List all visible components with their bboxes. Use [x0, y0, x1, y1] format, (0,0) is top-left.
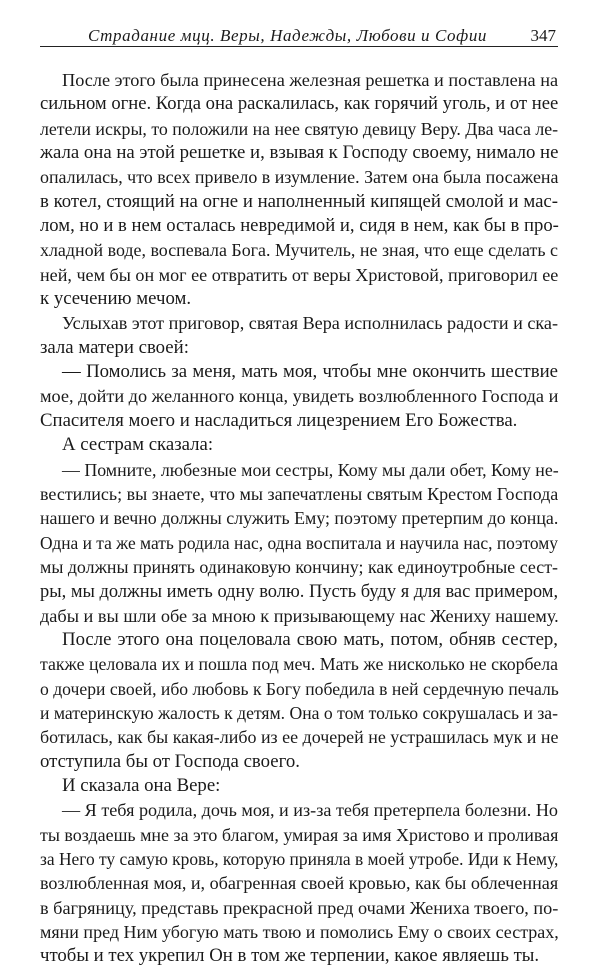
page-number: 347	[530, 26, 556, 45]
text-line: мое, дойти до желанного конца, увидеть возлюбленного Господа и	[40, 386, 559, 407]
text-line: нашего и вечно должны служить Ему; поэтому претерпим до конца.	[40, 508, 559, 529]
text-line: чтобы и тех укрепил Он в том же терпении, какое являешь ты.	[40, 945, 540, 967]
text-line: ры, мы должны иметь одну волю. Пусть буду я для вас примером,	[40, 581, 559, 602]
text-line: жала она на этой решетке и, взывая к Господу своему, нимало не	[40, 142, 559, 164]
text-line: — Помолись за меня, мать моя, чтобы мне окончить шествие	[62, 361, 558, 383]
text-line: После этого она поцеловала свою мать, потом, обняв сестер,	[62, 628, 558, 650]
text-line: мы должны принять одинаковую кончину; как единоутробные сест-	[40, 556, 558, 577]
text-line: Спасителя моего и насладиться лицезрением Его Божества.	[40, 409, 518, 431]
text-line: И сказала она Вере:	[62, 774, 221, 796]
text-line: дабы и вы шли обе за мною к призывающему нас Жениху нашему.	[40, 605, 559, 626]
text-line: за Него ту самую кровь, которую приняла в моей утробе. Иди к Нему,	[40, 849, 559, 869]
text-line: летели искры, то положили на нее святую девицу Веру. Два часа ле-	[40, 118, 559, 139]
body-text	[40, 68, 558, 969]
text-line: опалилась, что всех привело в изумление. Затем она была посажена	[40, 167, 559, 188]
running-title: Страдание мцц. Веры, Надежды, Любови и Софии	[88, 26, 488, 45]
text-line: в багряницу, представь прекрасной пред очами Жениха твоего, по-	[40, 897, 559, 918]
running-header	[40, 20, 558, 47]
text-line: отступила бы от Господа своего.	[40, 750, 300, 772]
text-line: к усечению мечом.	[40, 288, 192, 310]
text-line: ботилась, как бы какая-либо из ее дочерей не устрашилась мук и не	[40, 727, 559, 748]
text-line: лом, но и в нем осталась невредимой и, сидя в нем, как бы в про-	[40, 215, 559, 237]
text-line: Услыхав этот приговор, святая Вера исполнилась радости и ска-	[62, 313, 558, 334]
text-line: мяни пред Ним убогую мать твою и помолись Ему о своих сестрах,	[40, 922, 559, 943]
text-line: зала матери своей:	[40, 336, 189, 358]
text-line: — Я тебя родила, дочь моя, и из-за тебя претерпела болезни. Но	[62, 800, 558, 821]
text-line: После этого была принесена железная решетка и поставлена на	[62, 70, 559, 90]
text-line: о дочери своей, ибо любовь к Богу победила в ней сердечную печаль	[40, 678, 559, 699]
text-line: также целовала их и пошла под меч. Мать же нисколько не скорбела	[40, 654, 558, 675]
text-line: возлюбленная моя, и, обагренная своей кровью, как бы облеченная	[40, 873, 559, 894]
text-line: ней, чем бы он мог ее отвратить от веры Христовой, приговорил ее	[40, 264, 559, 285]
text-line: хладной воде, воспевала Бога. Мучитель, не зная, что еще сделать с	[40, 240, 558, 261]
text-line: сильном огне. Когда она раскалилась, как горячий уголь, и от нее	[40, 93, 559, 115]
text-line: и материнскую жалость к детям. Она о том только сокрушалась и за-	[40, 702, 558, 723]
text-line: — Помните, любезные мои сестры, Кому мы дали обет, Кому не-	[62, 459, 559, 480]
text-line: А сестрам сказала:	[62, 434, 214, 456]
text-line: Одна и та же мать родила нас, одна воспитала и научила нас, поэтому	[40, 532, 558, 553]
text-line: в котел, стоящий на огне и наполненный кипящей смолой и мас-	[40, 190, 558, 212]
text-line: вестились; вы знаете, что мы запечатлены святым Крестом Господа	[40, 483, 559, 504]
text-line: ты воздаешь мне за это благом, умирая за имя Христово и проливая	[40, 824, 559, 845]
